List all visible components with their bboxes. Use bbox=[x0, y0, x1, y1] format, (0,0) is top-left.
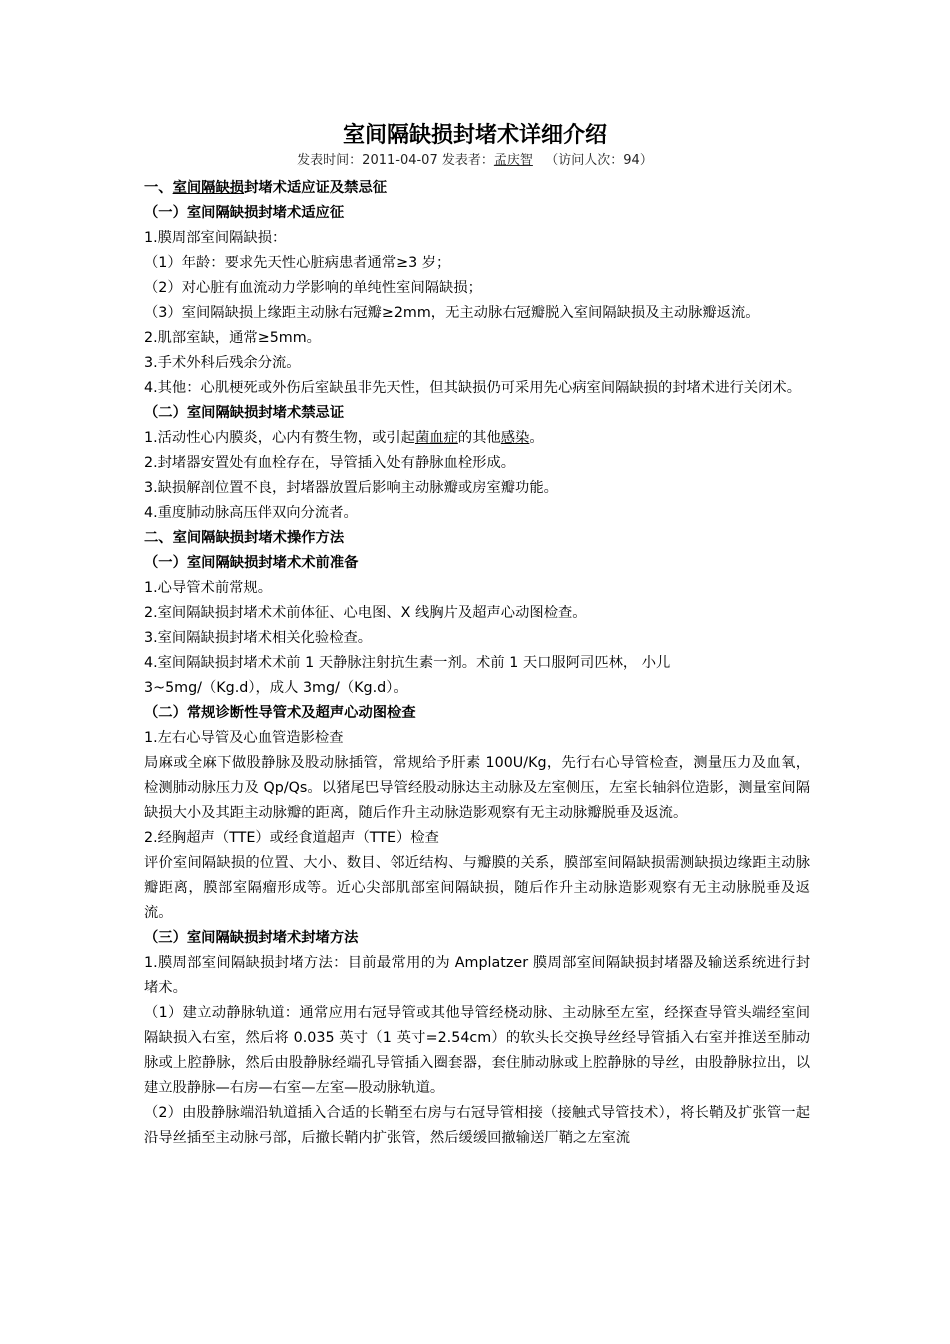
paragraph: 4.重度肺动脉高压伴双向分流者。 bbox=[144, 505, 358, 521]
paragraph: 3.缺损解剖位置不良，封堵器放置后影响主动脉瓣或房室瓣功能。 bbox=[144, 480, 558, 496]
section-heading bbox=[144, 176, 810, 201]
paragraph: 4.室间隔缺损封堵术术前 1 天静脉注射抗生素一剂。术前 1 天口服阿司匹林， 小儿 bbox=[144, 655, 671, 671]
subsection-heading: （二）室间隔缺损封堵术禁忌证 bbox=[144, 405, 345, 421]
paragraph-text: 。 bbox=[529, 430, 544, 446]
subsection-heading: （一）室间隔缺损封堵术适应征 bbox=[144, 205, 345, 221]
paragraph: 1.膜周部室间隔缺损封堵方法：目前最常用的为 Amplatzer 膜周部室间隔缺损封堵器及输送系统进行封堵术。 bbox=[144, 955, 810, 996]
paragraph: （2）由股静脉端沿轨道插入合适的长鞘至右房与右冠导管相接（接触式导管技术），将长鞘及扩张管一起沿导丝插至主动脉弓部，后撤长鞘内扩张管，然后缓缓回撤输送厂鞘之左室流 bbox=[144, 1105, 810, 1146]
paragraph: 3.手术外科后残余分流。 bbox=[144, 355, 301, 371]
paragraph: （2）对心脏有血流动力学影响的单纯性室间隔缺损； bbox=[144, 280, 482, 296]
article-title: 室间隔缺损封堵术详细介绍 bbox=[342, 123, 607, 148]
section-heading: 二、室间隔缺损封堵术操作方法 bbox=[144, 530, 345, 546]
visit-count: （访问人次：94） bbox=[545, 153, 653, 168]
paragraph: 2.封堵器安置处有血栓存在，导管插入处有静脉血栓形成。 bbox=[144, 455, 516, 471]
meta-date: 发表时间：2011-04-07 发表者： bbox=[297, 153, 494, 168]
keyword-link[interactable]: 室间隔缺损 bbox=[172, 180, 245, 196]
paragraph: （1）年龄：要求先天性心脏病患者通常≥3 岁； bbox=[144, 255, 451, 271]
paragraph: （1）建立动静脉轨道：通常应用右冠导管或其他导管经桡动脉、主动脉至左室，经探查导管头端经室间隔缺损入右室，然后将 0.035 英寸（1 英寸=2.54cm）的软头长交换导丝经导管插入右室并推送至肺动脉或上腔静脉，然后由股静脉经端孔导管插入圈套器，套住肺动脉或上腔静脉的导丝，由股静脉拉出，以建立股静脉—右房—右室—左室—股动脉轨道。 bbox=[144, 1005, 810, 1096]
paragraph: 1.膜周部室间隔缺损： bbox=[144, 230, 287, 246]
paragraph: 3~5mg/（Kg.d），成人 3mg/（Kg.d）。 bbox=[144, 680, 408, 696]
paragraph: （3）室间隔缺损上缘距主动脉右冠瓣≥2mm，无主动脉右冠瓣脱入室间隔缺损及主动脉瓣返流。 bbox=[144, 305, 760, 321]
paragraph: 3.室间隔缺损封堵术相关化验检查。 bbox=[144, 630, 373, 646]
paragraph: 1.左右心导管及心血管造影检查 bbox=[144, 730, 344, 746]
heading-text: 封堵术适应证及禁忌征 bbox=[244, 180, 388, 196]
paragraph: 2.室间隔缺损封堵术术前体征、心电图、X 线胸片及超声心动图检查。 bbox=[144, 605, 587, 621]
subsection-heading: （二）常规诊断性导管术及超声心动图检查 bbox=[144, 705, 416, 721]
paragraph-text: 1.活动性心内膜炎，心内有赘生物，或引起 bbox=[144, 430, 415, 446]
paragraph-text: 的其他 bbox=[457, 430, 501, 446]
keyword-link[interactable]: 感染 bbox=[500, 430, 530, 446]
subsection-heading: （三）室间隔缺损封堵术封堵方法 bbox=[144, 930, 359, 946]
paragraph: 1.心导管术前常规。 bbox=[144, 580, 273, 596]
paragraph: 局麻或全麻下做股静脉及股动脉插管，常规给予肝素 100U/Kg，先行右心导管检查，测量压力及血氧，检测肺动脉压力及 Qp/Qs。以猪尾巴导管经股动脉达主动脉及左室侧压，左室长轴斜位造影，测量室间隔缺损大小及其距主动脉瓣的距离，随后作升主动脉造影观察有无主动脉瓣脱垂及返流。 bbox=[144, 755, 810, 821]
paragraph: 4.其他：心肌梗死或外伤后室缺虽非先天性，但其缺损仍可采用先心病室间隔缺损的封堵术进行关闭术。 bbox=[144, 380, 801, 396]
paragraph: 2.经胸超声（TTE）或经食道超声（TTE）检查 bbox=[144, 830, 439, 846]
article-meta bbox=[0, 152, 950, 170]
paragraph: 2.肌部室缺，通常≥5mm。 bbox=[144, 330, 321, 346]
article-body bbox=[144, 176, 810, 1151]
subsection-heading: （一）室间隔缺损封堵术术前准备 bbox=[144, 555, 359, 571]
paragraph: 评价室间隔缺损的位置、大小、数目、邻近结构、与瓣膜的关系，膜部室间隔缺损需测缺损边缘距主动脉瓣距离，膜部室隔瘤形成等。近心尖部肌部室间隔缺损，随后作升主动脉造影观察有无主动脉脱垂及返流。 bbox=[144, 855, 810, 921]
keyword-link[interactable]: 菌血症 bbox=[414, 430, 458, 446]
author-link[interactable]: 孟庆智 bbox=[493, 153, 533, 168]
paragraph bbox=[144, 426, 810, 451]
heading-number: 一、 bbox=[144, 180, 173, 196]
